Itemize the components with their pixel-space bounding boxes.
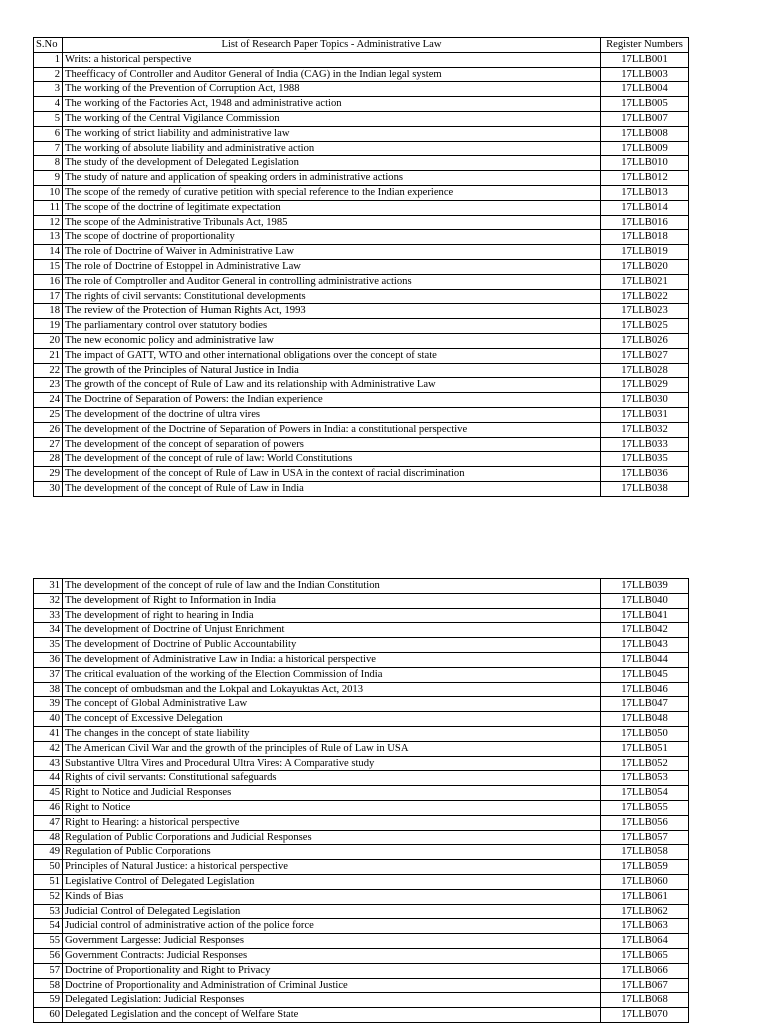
row-number: 43: [34, 756, 63, 771]
table-row: [34, 289, 689, 304]
table-row: [34, 245, 689, 260]
row-number: 40: [34, 712, 63, 727]
register-number: 17LLB055: [601, 800, 689, 815]
register-number: 17LLB041: [601, 608, 689, 623]
row-number: 38: [34, 682, 63, 697]
topic-cell: The Doctrine of Separation of Powers: the Indian experience: [63, 393, 601, 408]
topics-table-1: [33, 37, 689, 497]
register-number: 17LLB047: [601, 697, 689, 712]
table-row: [34, 638, 689, 653]
table-row: [34, 304, 689, 319]
row-number: 30: [34, 481, 63, 496]
register-number: 17LLB045: [601, 667, 689, 682]
table-row: [34, 860, 689, 875]
register-number: 17LLB059: [601, 860, 689, 875]
table-row: [34, 97, 689, 112]
topic-cell: The review of the Protection of Human Rights Act, 1993: [63, 304, 601, 319]
row-number: 52: [34, 889, 63, 904]
topic-cell: The concept of Global Administrative Law: [63, 697, 601, 712]
row-number: 11: [34, 200, 63, 215]
register-number: 17LLB050: [601, 726, 689, 741]
table-row: [34, 467, 689, 482]
topic-cell: Judicial Control of Delegated Legislation: [63, 904, 601, 919]
row-number: 54: [34, 919, 63, 934]
register-number: 17LLB058: [601, 845, 689, 860]
row-number: 33: [34, 608, 63, 623]
table-row: [34, 126, 689, 141]
table-row: [34, 230, 689, 245]
topic-cell: Judicial control of administrative action of the police force: [63, 919, 601, 934]
table-row: [34, 712, 689, 727]
topic-cell: Doctrine of Proportionality and Administration of Criminal Justice: [63, 978, 601, 993]
register-number: 17LLB054: [601, 786, 689, 801]
table-row: [34, 171, 689, 186]
register-number: 17LLB016: [601, 215, 689, 230]
topic-cell: Right to Hearing: a historical perspective: [63, 815, 601, 830]
table-row: [34, 845, 689, 860]
register-number: 17LLB064: [601, 934, 689, 949]
topic-header: List of Research Paper Topics - Administrative Law: [63, 38, 601, 53]
row-number: 53: [34, 904, 63, 919]
register-number: 17LLB070: [601, 1008, 689, 1023]
topic-cell: Rights of civil servants: Constitutional safeguards: [63, 771, 601, 786]
register-number: 17LLB032: [601, 422, 689, 437]
register-number: 17LLB062: [601, 904, 689, 919]
table-row: [34, 978, 689, 993]
register-number: 17LLB001: [601, 52, 689, 67]
topic-cell: Writs: a historical perspective: [63, 52, 601, 67]
row-number: 21: [34, 348, 63, 363]
row-number: 5: [34, 111, 63, 126]
topic-cell: The study of the development of Delegated Legislation: [63, 156, 601, 171]
row-number: 48: [34, 830, 63, 845]
row-number: 50: [34, 860, 63, 875]
register-number: 17LLB053: [601, 771, 689, 786]
topic-cell: The role of Doctrine of Waiver in Administrative Law: [63, 245, 601, 260]
row-number: 36: [34, 652, 63, 667]
table-row: [34, 111, 689, 126]
register-number: 17LLB014: [601, 200, 689, 215]
row-number: 41: [34, 726, 63, 741]
row-number: 7: [34, 141, 63, 156]
topic-cell: The concept of ombudsman and the Lokpal and Lokayuktas Act, 2013: [63, 682, 601, 697]
register-number: 17LLB043: [601, 638, 689, 653]
register-number: 17LLB005: [601, 97, 689, 112]
table-row: [34, 215, 689, 230]
register-number: 17LLB030: [601, 393, 689, 408]
topic-cell: The scope of the remedy of curative petition with special reference to the Indian experience: [63, 185, 601, 200]
table-row: [34, 993, 689, 1008]
row-number: 35: [34, 638, 63, 653]
row-number: 13: [34, 230, 63, 245]
row-number: 3: [34, 82, 63, 97]
table-row: [34, 874, 689, 889]
table-row: [34, 481, 689, 496]
topic-cell: Delegated Legislation: Judicial Responses: [63, 993, 601, 1008]
topic-cell: The development of Right to Information in India: [63, 593, 601, 608]
topic-cell: Regulation of Public Corporations: [63, 845, 601, 860]
topic-cell: Principles of Natural Justice: a historical perspective: [63, 860, 601, 875]
row-number: 31: [34, 579, 63, 594]
row-number: 46: [34, 800, 63, 815]
register-number: 17LLB027: [601, 348, 689, 363]
row-number: 28: [34, 452, 63, 467]
topic-cell: Doctrine of Proportionality and Right to Privacy: [63, 963, 601, 978]
row-number: 49: [34, 845, 63, 860]
row-number: 57: [34, 963, 63, 978]
topic-cell: The role of Comptroller and Auditor General in controlling administrative actions: [63, 274, 601, 289]
table-row: [34, 934, 689, 949]
topic-cell: The scope of doctrine of proportionality: [63, 230, 601, 245]
topic-cell: The development of the concept of Rule of Law in USA in the context of racial discrimination: [63, 467, 601, 482]
topic-cell: The parliamentary control over statutory bodies: [63, 319, 601, 334]
table-row: [34, 667, 689, 682]
register-number: 17LLB057: [601, 830, 689, 845]
topic-cell: Government Largesse: Judicial Responses: [63, 934, 601, 949]
register-number: 17LLB038: [601, 481, 689, 496]
register-number: 17LLB066: [601, 963, 689, 978]
table-row: [34, 452, 689, 467]
table-row: [34, 348, 689, 363]
register-number: 17LLB033: [601, 437, 689, 452]
register-number: 17LLB028: [601, 363, 689, 378]
topic-cell: Legislative Control of Delegated Legislation: [63, 874, 601, 889]
row-number: 15: [34, 259, 63, 274]
row-number: 19: [34, 319, 63, 334]
table-row: [34, 623, 689, 638]
register-number: 17LLB036: [601, 467, 689, 482]
table-row: [34, 156, 689, 171]
topic-cell: The development of the concept of separation of powers: [63, 437, 601, 452]
register-number: 17LLB068: [601, 993, 689, 1008]
topic-cell: The development of Doctrine of Public Accountability: [63, 638, 601, 653]
table-row: [34, 919, 689, 934]
table-row: [34, 904, 689, 919]
register-number: 17LLB061: [601, 889, 689, 904]
topic-cell: The new economic policy and administrative law: [63, 333, 601, 348]
row-number: 17: [34, 289, 63, 304]
topic-cell: The impact of GATT, WTO and other international obligations over the concept of state: [63, 348, 601, 363]
table-row: [34, 259, 689, 274]
row-number: 56: [34, 948, 63, 963]
register-number: 17LLB029: [601, 378, 689, 393]
topic-cell: The development of the concept of rule of law and the Indian Constitution: [63, 579, 601, 594]
register-number: 17LLB035: [601, 452, 689, 467]
row-number: 25: [34, 407, 63, 422]
row-number: 1: [34, 52, 63, 67]
topic-cell: The working of strict liability and administrative law: [63, 126, 601, 141]
topic-cell: The development of the doctrine of ultra vires: [63, 407, 601, 422]
register-number: 17LLB025: [601, 319, 689, 334]
register-number: 17LLB007: [601, 111, 689, 126]
table-row: [34, 200, 689, 215]
register-number: 17LLB026: [601, 333, 689, 348]
table-row: [34, 963, 689, 978]
register-number: 17LLB051: [601, 741, 689, 756]
topic-cell: The study of nature and application of speaking orders in administrative actions: [63, 171, 601, 186]
row-number: 37: [34, 667, 63, 682]
topic-cell: The development of Administrative Law in India: a historical perspective: [63, 652, 601, 667]
row-number: 27: [34, 437, 63, 452]
row-number: 10: [34, 185, 63, 200]
register-number: 17LLB042: [601, 623, 689, 638]
row-number: 8: [34, 156, 63, 171]
table-row: [34, 363, 689, 378]
topic-cell: The role of Doctrine of Estoppel in Administrative Law: [63, 259, 601, 274]
topic-cell: The development of the concept of rule of law: World Constitutions: [63, 452, 601, 467]
register-number: 17LLB044: [601, 652, 689, 667]
topic-cell: The development of right to hearing in India: [63, 608, 601, 623]
table-row: [34, 608, 689, 623]
table-row: [34, 141, 689, 156]
register-number: 17LLB048: [601, 712, 689, 727]
topic-cell: The working of absolute liability and administrative action: [63, 141, 601, 156]
row-number: 29: [34, 467, 63, 482]
table-row: [34, 800, 689, 815]
table-row: [34, 741, 689, 756]
topic-cell: The concept of Excessive Delegation: [63, 712, 601, 727]
topic-cell: Delegated Legislation and the concept of Welfare State: [63, 1008, 601, 1023]
row-number: 18: [34, 304, 63, 319]
header-row: [34, 38, 689, 53]
topic-cell: The growth of the Principles of Natural Justice in India: [63, 363, 601, 378]
table-row: [34, 682, 689, 697]
row-number: 20: [34, 333, 63, 348]
table-row: [34, 771, 689, 786]
register-number: 17LLB046: [601, 682, 689, 697]
topic-cell: Right to Notice and Judicial Responses: [63, 786, 601, 801]
table-row: [34, 726, 689, 741]
sno-header: S.No: [34, 38, 63, 53]
row-number: 44: [34, 771, 63, 786]
register-number: 17LLB004: [601, 82, 689, 97]
topic-cell: The development of the concept of Rule of Law in India: [63, 481, 601, 496]
table-row: [34, 393, 689, 408]
register-number: 17LLB008: [601, 126, 689, 141]
register-number: 17LLB003: [601, 67, 689, 82]
table-row: [34, 815, 689, 830]
row-number: 59: [34, 993, 63, 1008]
register-number: 17LLB019: [601, 245, 689, 260]
row-number: 60: [34, 1008, 63, 1023]
register-number: 17LLB052: [601, 756, 689, 771]
table-row: [34, 52, 689, 67]
register-number: 17LLB056: [601, 815, 689, 830]
topic-cell: Government Contracts: Judicial Responses: [63, 948, 601, 963]
register-header: Register Numbers: [601, 38, 689, 53]
topic-cell: The scope of the doctrine of legitimate expectation: [63, 200, 601, 215]
table-row: [34, 185, 689, 200]
topic-cell: The development of Doctrine of Unjust Enrichment: [63, 623, 601, 638]
table-row: [34, 333, 689, 348]
register-number: 17LLB063: [601, 919, 689, 934]
table-row: [34, 889, 689, 904]
register-number: 17LLB013: [601, 185, 689, 200]
row-number: 9: [34, 171, 63, 186]
table-row: [34, 948, 689, 963]
register-number: 17LLB010: [601, 156, 689, 171]
table-row: [34, 82, 689, 97]
topic-cell: The rights of civil servants: Constitutional developments: [63, 289, 601, 304]
table-row: [34, 756, 689, 771]
row-number: 32: [34, 593, 63, 608]
register-number: 17LLB009: [601, 141, 689, 156]
register-number: 17LLB039: [601, 579, 689, 594]
row-number: 51: [34, 874, 63, 889]
row-number: 39: [34, 697, 63, 712]
row-number: 2: [34, 67, 63, 82]
topic-cell: The changes in the concept of state liability: [63, 726, 601, 741]
row-number: 34: [34, 623, 63, 638]
row-number: 14: [34, 245, 63, 260]
table-row: [34, 437, 689, 452]
register-number: 17LLB020: [601, 259, 689, 274]
table-row: [34, 319, 689, 334]
table-row: [34, 652, 689, 667]
topic-cell: The development of the Doctrine of Separation of Powers in India: a constitutional perspective: [63, 422, 601, 437]
register-number: 17LLB031: [601, 407, 689, 422]
register-number: 17LLB040: [601, 593, 689, 608]
register-number: 17LLB022: [601, 289, 689, 304]
register-number: 17LLB018: [601, 230, 689, 245]
topic-cell: The working of the Factories Act, 1948 and administrative action: [63, 97, 601, 112]
register-number: 17LLB012: [601, 171, 689, 186]
table-row: [34, 579, 689, 594]
table-row: [34, 697, 689, 712]
table-row: [34, 1008, 689, 1023]
topic-cell: Theefficacy of Controller and Auditor General of India (CAG) in the Indian legal system: [63, 67, 601, 82]
topic-cell: The working of the Prevention of Corruption Act, 1988: [63, 82, 601, 97]
register-number: 17LLB065: [601, 948, 689, 963]
topic-cell: Substantive Ultra Vires and Procedural Ultra Vires: A Comparative study: [63, 756, 601, 771]
row-number: 23: [34, 378, 63, 393]
row-number: 58: [34, 978, 63, 993]
topic-cell: The working of the Central Vigilance Commission: [63, 111, 601, 126]
topic-cell: The American Civil War and the growth of the principles of Rule of Law in USA: [63, 741, 601, 756]
topic-cell: The growth of the concept of Rule of Law and its relationship with Administrative Law: [63, 378, 601, 393]
topic-cell: Kinds of Bias: [63, 889, 601, 904]
row-number: 45: [34, 786, 63, 801]
table-row: [34, 786, 689, 801]
register-number: 17LLB067: [601, 978, 689, 993]
topic-cell: The critical evaluation of the working of the Election Commission of India: [63, 667, 601, 682]
row-number: 47: [34, 815, 63, 830]
row-number: 55: [34, 934, 63, 949]
topic-cell: The scope of the Administrative Tribunals Act, 1985: [63, 215, 601, 230]
register-number: 17LLB021: [601, 274, 689, 289]
row-number: 42: [34, 741, 63, 756]
row-number: 26: [34, 422, 63, 437]
register-number: 17LLB060: [601, 874, 689, 889]
row-number: 22: [34, 363, 63, 378]
topic-cell: Regulation of Public Corporations and Judicial Responses: [63, 830, 601, 845]
table-row: [34, 422, 689, 437]
row-number: 12: [34, 215, 63, 230]
register-number: 17LLB023: [601, 304, 689, 319]
table-row: [34, 274, 689, 289]
row-number: 16: [34, 274, 63, 289]
row-number: 24: [34, 393, 63, 408]
table-row: [34, 593, 689, 608]
table-row: [34, 830, 689, 845]
row-number: 4: [34, 97, 63, 112]
topics-table-2: [33, 578, 689, 1023]
row-number: 6: [34, 126, 63, 141]
topic-cell: Right to Notice: [63, 800, 601, 815]
table-row: [34, 378, 689, 393]
table-row: [34, 407, 689, 422]
table-row: [34, 67, 689, 82]
